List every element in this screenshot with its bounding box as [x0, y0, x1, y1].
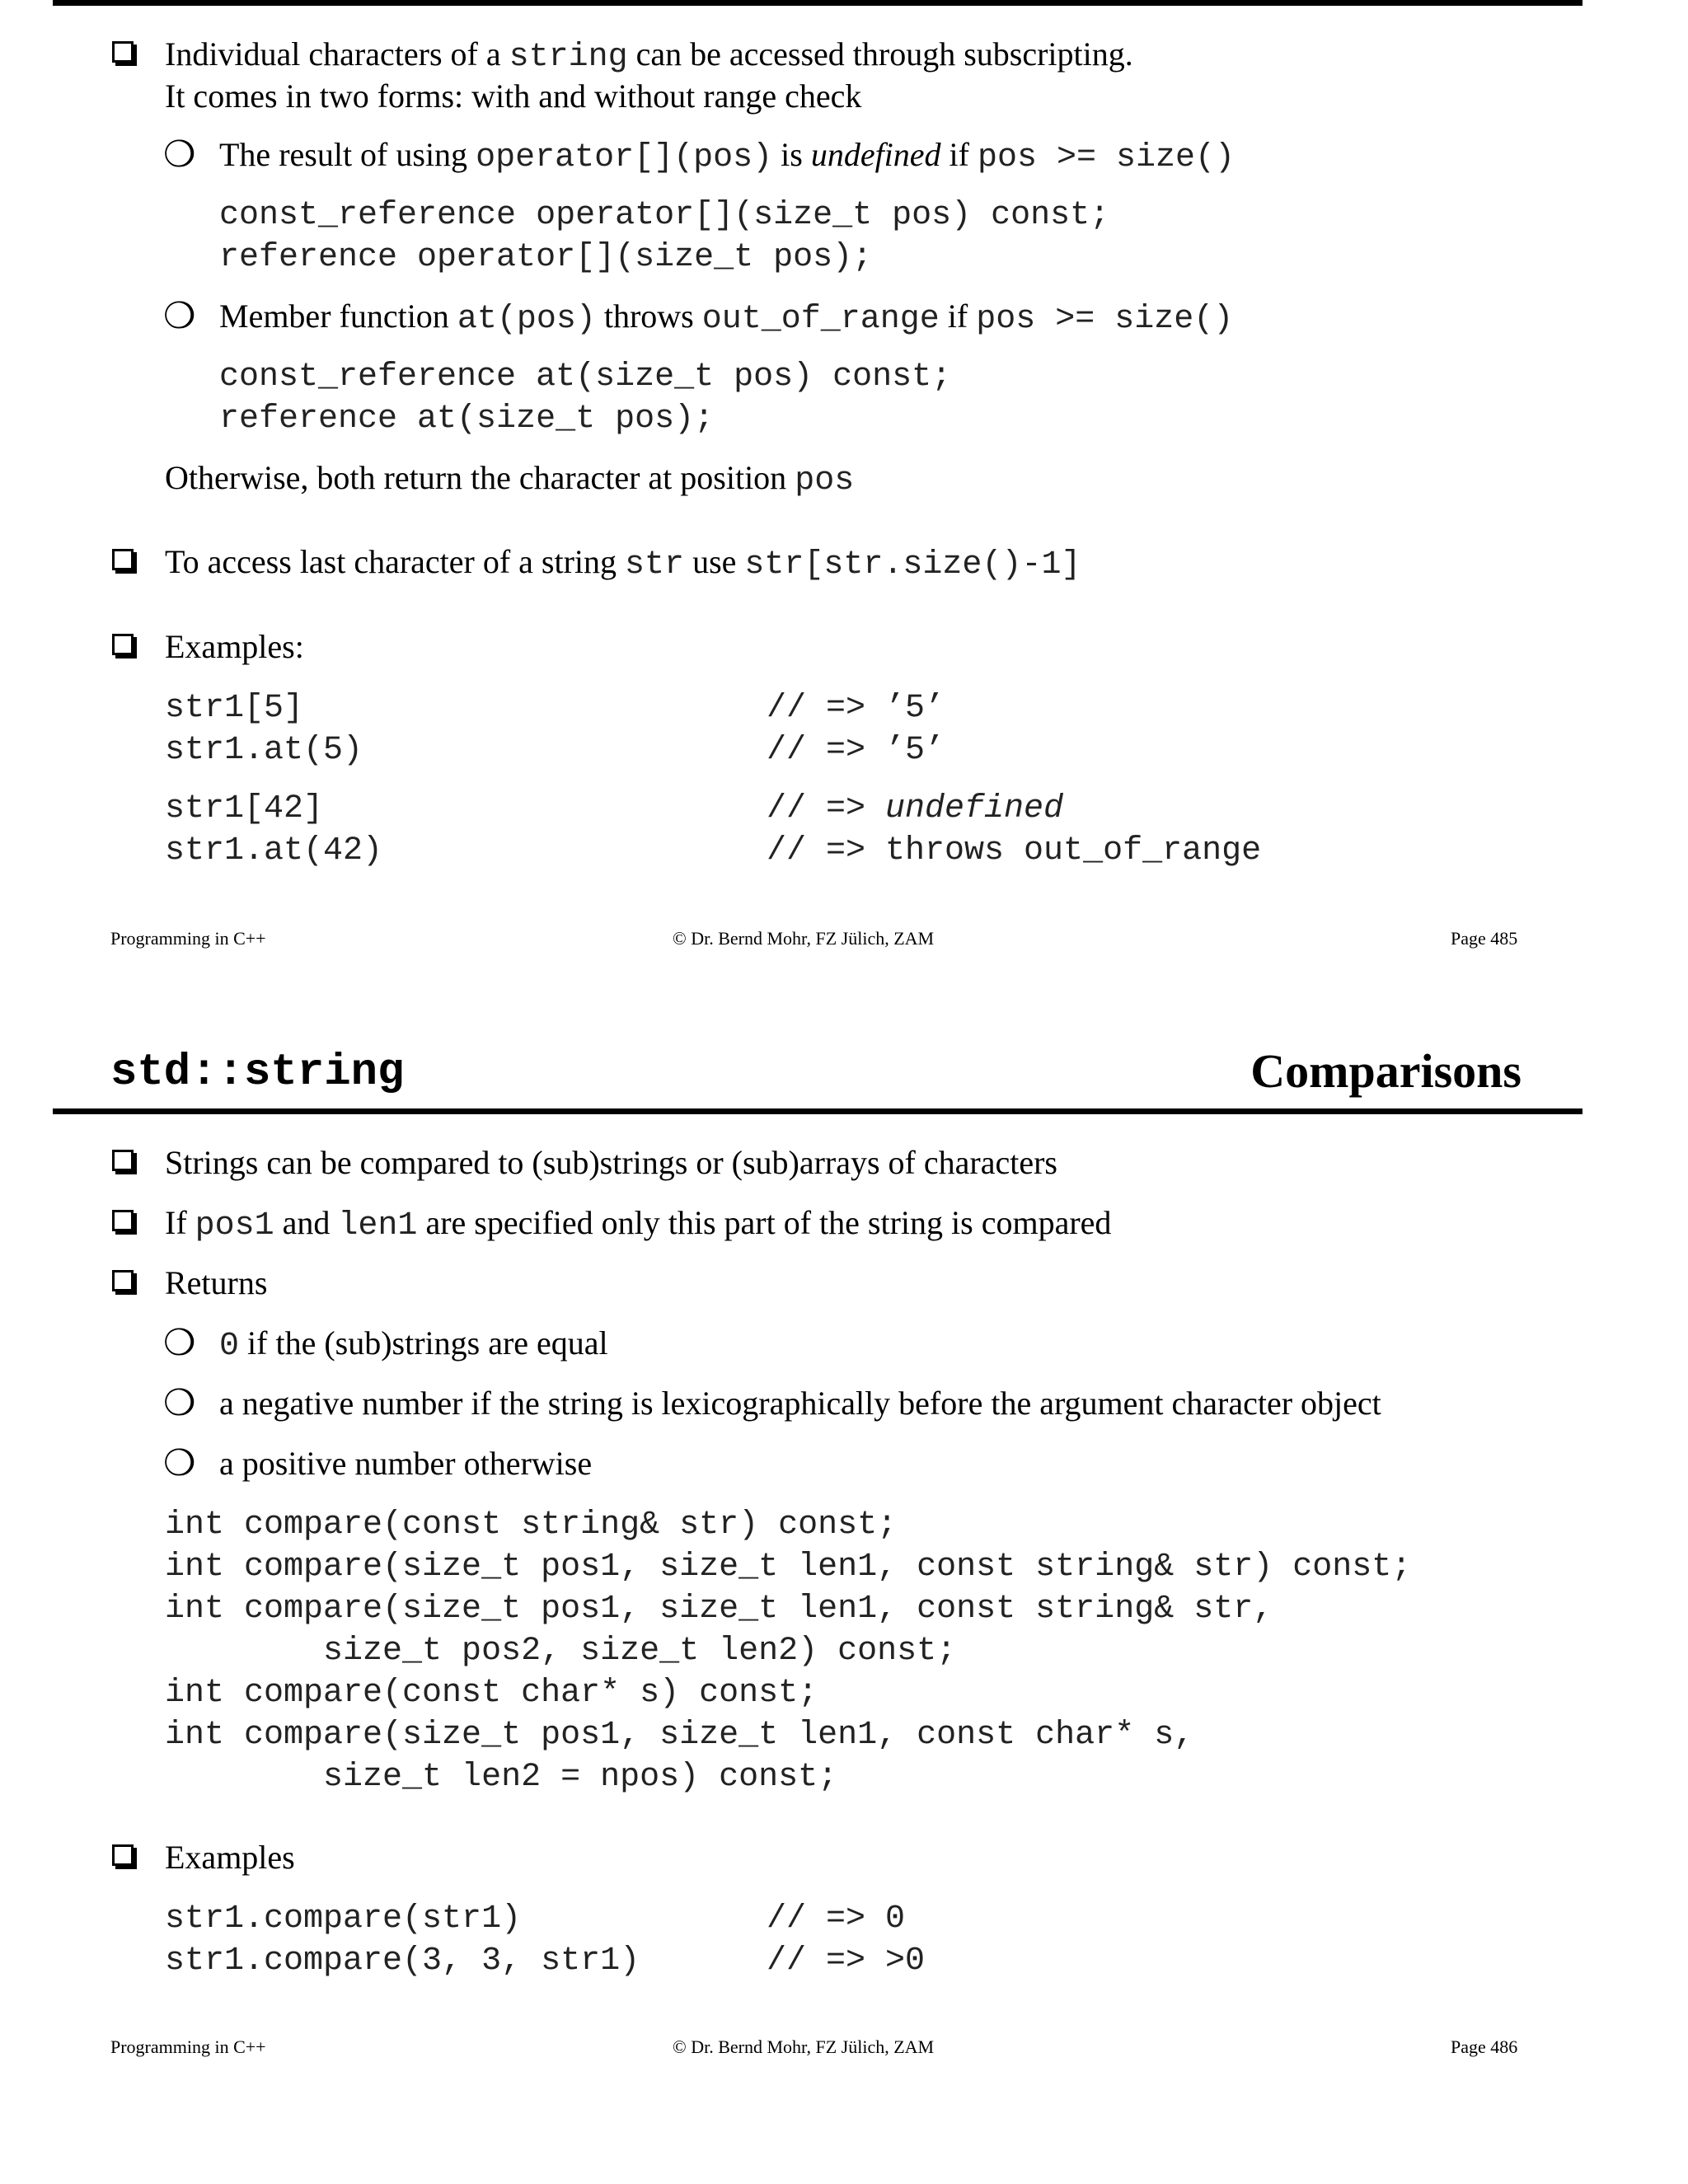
square-bullet-icon: [112, 41, 134, 63]
sub-at-throws: Member function at(pos) throws out_of_range if pos >= size(): [219, 298, 1234, 338]
footer-left: Programming in C++: [110, 928, 266, 949]
example-code: str1[42]: [165, 790, 324, 827]
bullet-returns: Returns: [165, 1264, 268, 1301]
bullet-last-character: To access last character of a string str use str[str.size()-1]: [165, 543, 1081, 583]
title-rule: [53, 1108, 1582, 1114]
examples-label: Examples:: [165, 628, 304, 665]
circle-bullet-icon: ❍: [163, 1323, 196, 1363]
footer-page-number: Page 485: [1451, 928, 1518, 949]
top-rule: [53, 0, 1582, 6]
compare-signature: int compare(const char* s) const;: [165, 1675, 818, 1712]
example-code: str1[5]: [165, 690, 304, 727]
square-bullet-icon: [112, 549, 134, 570]
otherwise-text: Otherwise, both return the character at position pos: [165, 459, 855, 499]
bullet-pos-len: If pos1 and len1 are specified only this part of the string is compared: [165, 1204, 1112, 1244]
sub-positive-number: a positive number otherwise: [219, 1445, 593, 1482]
square-bullet-icon: [112, 1270, 134, 1291]
bullet-subscripting-line2: It comes in two forms: with and without range check: [165, 77, 862, 115]
page-title: Comparisons: [1250, 1044, 1522, 1098]
code-at-line: const_reference at(size_t pos) const;: [219, 359, 952, 396]
circle-bullet-icon: ❍: [163, 134, 196, 175]
circle-bullet-icon: ❍: [163, 1383, 196, 1423]
code-operator-line: reference operator[](size_t pos);: [219, 239, 873, 276]
code-operator-line: const_reference operator[](size_t pos) const;: [219, 197, 1110, 234]
bullet-compare-strings: Strings can be compared to (sub)strings or (sub)arrays of characters: [165, 1144, 1057, 1181]
circle-bullet-icon: ❍: [163, 296, 196, 336]
example-code: str1.at(5): [165, 732, 363, 769]
circle-bullet-icon: ❍: [163, 1443, 196, 1483]
example-result: // => throws out_of_range: [767, 832, 1262, 869]
bullet-subscripting-line1: Individual characters of a string can be accessed through subscripting.: [165, 35, 1133, 76]
square-bullet-icon: [112, 1844, 134, 1866]
square-bullet-icon: [112, 634, 134, 655]
footer-page-number: Page 486: [1451, 2036, 1518, 2057]
footer-center: © Dr. Bernd Mohr, FZ Jülich, ZAM: [673, 2036, 935, 2057]
compare-signature: int compare(const string& str) const;: [165, 1507, 898, 1544]
compare-signature: int compare(size_t pos1, size_t len1, const string& str) const;: [165, 1549, 1412, 1586]
example-result: // => >0: [767, 1943, 926, 1980]
page-title-code: std::string: [110, 1047, 405, 1098]
examples-label: Examples: [165, 1839, 295, 1876]
compare-signature: int compare(size_t pos1, size_t len1, const char* s,: [165, 1717, 1194, 1754]
example-result: // => ’5’: [767, 732, 945, 769]
example-code: str1.compare(3, 3, str1): [165, 1943, 640, 1980]
example-code: str1.at(42): [165, 832, 383, 869]
square-bullet-icon: [112, 1210, 134, 1231]
compare-signature: size_t len2 = npos) const;: [165, 1759, 838, 1796]
compare-signature: int compare(size_t pos1, size_t len1, const string& str,: [165, 1591, 1273, 1628]
compare-signature: size_t pos2, size_t len2) const;: [165, 1633, 957, 1670]
example-result: // => 0: [767, 1900, 906, 1938]
code-at-line: reference at(size_t pos);: [219, 401, 715, 438]
footer-left: Programming in C++: [110, 2036, 266, 2057]
sub-negative-number: a negative number if the string is lexicographically before the argument character object: [219, 1385, 1381, 1422]
example-result: // => ’5’: [767, 690, 945, 727]
sub-operator-undefined: The result of using operator[](pos) is undefined if pos >= size(): [219, 136, 1236, 176]
square-bullet-icon: [112, 1150, 134, 1171]
example-code: str1.compare(str1): [165, 1900, 522, 1938]
footer-center: © Dr. Bernd Mohr, FZ Jülich, ZAM: [673, 928, 935, 949]
sub-zero-equal: 0 if the (sub)strings are equal: [219, 1324, 608, 1365]
example-result: // => undefined: [767, 790, 1064, 827]
